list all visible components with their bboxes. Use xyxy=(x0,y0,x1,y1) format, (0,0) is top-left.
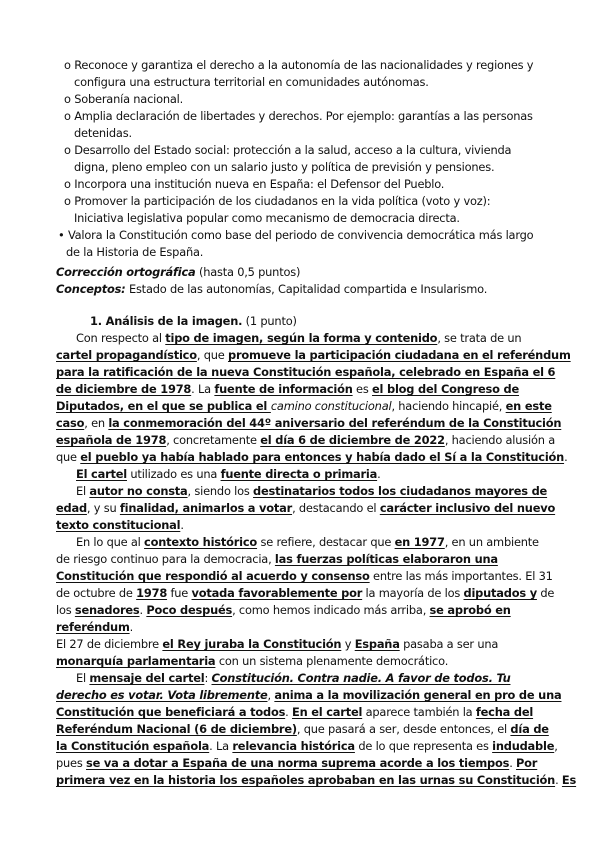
text-run: entre las más importantes. El 31 xyxy=(369,569,553,583)
list-item-line: digna, pleno empleo con un salario justo y política de previsión y pensiones. xyxy=(74,160,495,174)
text-run: que xyxy=(56,450,81,464)
text-run: la mayoría de los xyxy=(362,586,464,600)
paragraph-line xyxy=(56,585,554,602)
text-run: , que xyxy=(196,348,228,362)
emphasized-text: monarquía parlamentaria xyxy=(56,654,216,668)
paragraph-line xyxy=(56,415,561,432)
text-run: , en xyxy=(84,416,109,430)
text-run: El xyxy=(76,671,90,685)
text-run: , xyxy=(267,688,275,702)
text-run: Con respecto al xyxy=(76,331,166,345)
paragraph-line xyxy=(76,670,510,687)
text-run: , y su xyxy=(86,501,120,515)
list-item-line: o Soberanía nacional. xyxy=(64,92,184,106)
text-run: . xyxy=(564,450,568,464)
text-run: con un sistema plenamente democrático. xyxy=(215,654,449,668)
text-run: de lo que representa es xyxy=(354,739,493,753)
paragraph-line xyxy=(56,398,552,415)
paragraph-line xyxy=(56,738,558,755)
emphasized-text: Constitución. Contra nadie. A favor de todos. Tu xyxy=(211,671,511,685)
text-run: , xyxy=(554,739,558,753)
paragraph-line xyxy=(56,721,549,738)
list-item-line: Iniciativa legislativa popular como mecanismo de democracia directa. xyxy=(74,211,460,225)
emphasized-text: Constitución que beneficiará a todos xyxy=(56,705,286,719)
list-item-line: o Promover la participación de los ciudadanos en la vida política (voto y voz): xyxy=(64,194,491,208)
paragraph-line xyxy=(56,449,567,466)
emphasized-text: referéndum xyxy=(56,620,130,634)
list-item-line: configura una estructura territorial en comunidades autónomas. xyxy=(74,75,429,89)
emphasized-text: cartel propagandístico xyxy=(56,348,197,362)
text-run: . xyxy=(555,773,562,787)
paragraph-line xyxy=(76,466,381,483)
emphasized-text: En el cartel xyxy=(292,705,363,719)
emphasized-text: derecho es votar. Vota libremente xyxy=(56,688,268,702)
emphasized-text: promueve la participación ciudadana en el referéndum xyxy=(227,348,571,362)
emphasized-text: se aprobó en xyxy=(429,603,511,617)
emphasized-text: fecha del xyxy=(475,705,534,719)
emphasized-text: la conmemoración del 44º aniversario del referéndum de la Constitución xyxy=(108,416,562,430)
text-run: . xyxy=(509,756,517,770)
text-run: . La xyxy=(209,739,233,753)
text-run: se refiere, destacar que xyxy=(257,535,395,549)
emphasized-text: Referéndum Nacional (6 de diciembre) xyxy=(56,722,297,736)
list-item-line: detenidas. xyxy=(74,126,132,140)
text-run: . xyxy=(129,620,134,634)
emphasized-text: para la ratificación de la nueva Constitución española, celebrado en España el 6 xyxy=(56,365,556,379)
emphasized-text: de diciembre de 1978 xyxy=(56,382,192,396)
text-run: . xyxy=(139,603,147,617)
paragraph-line xyxy=(76,330,521,347)
emphasized-text: mensaje del cartel xyxy=(89,671,205,685)
text-run: En lo que al xyxy=(76,535,145,549)
emphasized-text: el Rey juraba la Constitución xyxy=(162,637,342,651)
list-item-line: • Valora la Constitución como base del periodo de convivencia democrática más largo xyxy=(58,228,534,242)
emphasized-text: Diputados, en el que se publica el xyxy=(56,399,271,413)
text-run: pues xyxy=(56,756,87,770)
emphasized-text: española de 1978 xyxy=(56,433,167,447)
emphasized-text: El cartel xyxy=(76,467,127,481)
emphasized-text: Por xyxy=(516,756,538,770)
section-title: 1. Análisis de la imagen. xyxy=(90,314,243,328)
emphasized-text: el pueblo ya había hablado para entonces y había dado el Sí a la Constitución xyxy=(80,450,565,464)
text-run: El xyxy=(76,484,90,498)
section-heading xyxy=(90,313,297,330)
emphasized-text: Poco después xyxy=(146,603,233,617)
text-run: utilizado es una xyxy=(126,467,221,481)
emphasized-text: 1978 xyxy=(136,586,168,600)
text-run: . xyxy=(180,518,184,532)
text-run: , haciendo alusión a xyxy=(444,433,555,447)
paragraph-line xyxy=(56,619,133,636)
emphasized-text: indudable xyxy=(492,739,555,753)
emphasized-text: la Constitución española xyxy=(56,739,210,753)
correccion-text: (hasta 0,5 puntos) xyxy=(195,265,301,279)
emphasized-text: votada favorablemente por xyxy=(191,586,363,600)
emphasized-text: destinatarios todos los ciudadanos mayores de xyxy=(253,484,548,498)
emphasized-text: fuente directa o primaria xyxy=(220,467,378,481)
paragraph-line xyxy=(56,364,555,381)
text-run: , como hemos indicado más arriba, xyxy=(232,603,430,617)
paragraph-line xyxy=(56,772,576,789)
list-item-line: o Reconoce y garantiza el derecho a la autonomía de las nacionalidades y regiones y xyxy=(64,58,534,72)
emphasized-text: España xyxy=(354,637,400,651)
emphasized-text: en este xyxy=(505,399,552,413)
paragraph-line xyxy=(56,517,184,534)
paragraph-line xyxy=(76,483,547,500)
text-run: fue xyxy=(167,586,192,600)
text-run: de octubre de xyxy=(56,586,137,600)
text-run: . La xyxy=(191,382,215,396)
emphasized-text: finalidad, animarlos a votar xyxy=(119,501,293,515)
paragraph-line xyxy=(56,568,553,585)
correccion-label: Corrección ortográfica xyxy=(56,265,196,279)
emphasized-text: senadores xyxy=(74,603,140,617)
paragraph-line xyxy=(76,534,539,551)
emphasized-text: primera vez en la historia los españoles aprobaban en las urnas su Constitución xyxy=(56,773,556,787)
text-run: de riesgo continuo para la democracia, xyxy=(56,552,275,566)
emphasized-text: las fuerzas políticas elaboraron una xyxy=(274,552,498,566)
text-run: pasaba a ser una xyxy=(399,637,499,651)
paragraph-line xyxy=(56,687,561,704)
text-run: : xyxy=(204,671,212,685)
correccion-line xyxy=(56,264,300,281)
text-run: , siendo los xyxy=(187,484,254,498)
paragraph-line xyxy=(56,704,533,721)
text-run: los xyxy=(56,603,75,617)
emphasized-text: día de xyxy=(510,722,549,736)
emphasized-text: se va a dotar a España de una norma suprema acorde a los tiempos xyxy=(86,756,510,770)
text-run: es xyxy=(352,382,373,396)
paragraph-line xyxy=(56,755,537,772)
paragraph-line xyxy=(56,636,498,653)
list-item-line: o Amplia declaración de libertades y derechos. Por ejemplo: garantías a las personas xyxy=(64,109,533,123)
text-run: aparece también la xyxy=(362,705,476,719)
emphasized-text: el blog del Congreso de xyxy=(372,382,520,396)
list-item-line: o Incorpora una institución nueva en España: el Defensor del Pueblo. xyxy=(64,177,445,191)
text-run: , destacando el xyxy=(292,501,380,515)
emphasized-text: carácter inclusivo del nuevo xyxy=(379,501,556,515)
emphasized-text: relevancia histórica xyxy=(232,739,355,753)
emphasized-text: contexto histórico xyxy=(144,535,258,549)
emphasized-text: diputados y xyxy=(463,586,537,600)
emphasized-text: Es xyxy=(561,773,577,787)
conceptos-text: Estado de las autonomías, Capitalidad compartida e Insularismo. xyxy=(125,282,488,296)
list-item-line: de la Historia de España. xyxy=(66,245,204,259)
emphasized-text: camino constitucional xyxy=(270,399,392,413)
text-run: , haciendo hincapié, xyxy=(391,399,506,413)
conceptos-label: Conceptos: xyxy=(56,282,126,296)
text-run: . xyxy=(285,705,292,719)
paragraph-line xyxy=(56,551,498,568)
paragraph-line xyxy=(56,432,555,449)
emphasized-text: fuente de información xyxy=(214,382,353,396)
emphasized-text: Constitución que respondió al acuerdo y consenso xyxy=(56,569,370,583)
emphasized-text: anima a la movilización general en pro de una xyxy=(274,688,562,702)
paragraph-line xyxy=(56,653,448,670)
paragraph-line xyxy=(56,381,519,398)
paragraph-line xyxy=(56,347,571,364)
text-run: , se trata de un xyxy=(437,331,522,345)
conceptos-line xyxy=(56,281,487,298)
section-points: (1 punto) xyxy=(242,314,297,328)
text-run: . xyxy=(377,467,381,481)
text-run: El 27 de diciembre xyxy=(56,637,163,651)
text-run: de xyxy=(536,586,555,600)
text-run: , que pasará a ser, desde entonces, el xyxy=(296,722,511,736)
paragraph-line xyxy=(56,500,555,517)
emphasized-text: caso xyxy=(56,416,85,430)
list-item-line: o Desarrollo del Estado social: protección a la salud, acceso a la cultura, vivienda xyxy=(64,143,512,157)
emphasized-text: autor no consta xyxy=(89,484,188,498)
emphasized-text: el día 6 de diciembre de 2022 xyxy=(260,433,445,447)
paragraph-line xyxy=(56,602,511,619)
text-run: , en un ambiente xyxy=(444,535,539,549)
emphasized-text: en 1977 xyxy=(394,535,445,549)
emphasized-text: texto constitucional xyxy=(56,518,181,532)
text-run: y xyxy=(341,637,355,651)
emphasized-text: edad xyxy=(56,501,87,515)
text-run: , concretamente xyxy=(166,433,261,447)
emphasized-text: tipo de imagen, según la forma y contenido xyxy=(165,331,438,345)
